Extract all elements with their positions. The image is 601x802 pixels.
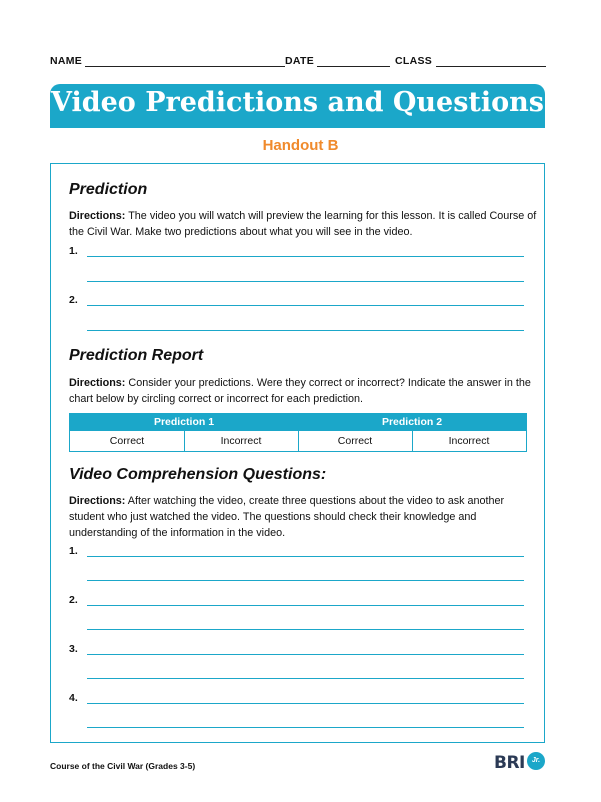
answer-line[interactable] <box>87 703 524 704</box>
table-cell-correct-1[interactable]: Correct <box>109 435 145 447</box>
answer-line[interactable] <box>87 678 524 679</box>
answer-line[interactable] <box>87 605 524 606</box>
answer-line[interactable] <box>87 556 524 557</box>
answer-line[interactable] <box>87 256 524 257</box>
directions-label: Directions: <box>69 377 126 389</box>
bri-logo: BRI <box>494 753 525 773</box>
question-number-2: 2. <box>69 594 78 606</box>
table-header-prediction-1: Prediction 1 <box>70 414 298 431</box>
handout-subtitle: Handout B <box>262 137 339 154</box>
table-cell-incorrect-2[interactable]: Incorrect <box>448 435 490 447</box>
directions-text: After watching the video, create three questions about the video to ask another student who just watched the video. The questions should check their knowledge and understanding of the information in the video. <box>69 495 505 539</box>
report-heading: Prediction Report <box>69 347 204 364</box>
table-divider <box>298 414 299 451</box>
table-divider <box>184 431 185 451</box>
page-title: Video Predictions and Questions <box>51 87 544 118</box>
question-number-4: 4. <box>69 692 78 704</box>
table-header-prediction-2: Prediction 2 <box>298 414 526 431</box>
prediction-heading: Prediction <box>69 181 148 198</box>
answer-line[interactable] <box>87 629 524 630</box>
date-label: DATE <box>285 55 315 67</box>
class-line[interactable] <box>436 66 546 67</box>
directions-label: Directions: <box>69 210 126 222</box>
directions-text: Consider your predictions. Were they correct or incorrect? Indicate the answer in the chart below by circling correct or incorrect for each prediction. <box>69 377 531 405</box>
name-label: NAME <box>50 55 83 67</box>
answer-line[interactable] <box>87 727 524 728</box>
question-number-1: 1. <box>69 545 78 557</box>
answer-line[interactable] <box>87 330 524 331</box>
answer-line[interactable] <box>87 305 524 306</box>
question-number-3: 3. <box>69 643 78 655</box>
name-line[interactable] <box>85 66 285 67</box>
table-divider <box>412 431 413 451</box>
footer-course: Course of the Civil War (Grades 3-5) <box>50 761 196 771</box>
class-label: CLASS <box>395 55 433 67</box>
prediction-table <box>69 413 527 452</box>
answer-line[interactable] <box>87 654 524 655</box>
table-cell-correct-2[interactable]: Correct <box>337 435 373 447</box>
table-cell-incorrect-1[interactable]: Incorrect <box>220 435 262 447</box>
date-line[interactable] <box>317 66 390 67</box>
title-banner <box>50 84 545 128</box>
worksheet-box <box>50 163 545 743</box>
questions-heading: Video Comprehension Questions: <box>69 466 327 483</box>
prediction-number-2: 2. <box>69 294 78 306</box>
directions-label: Directions: <box>69 495 126 507</box>
report-directions <box>69 375 539 407</box>
answer-line[interactable] <box>87 580 524 581</box>
answer-line[interactable] <box>87 281 524 282</box>
directions-text: The video you will watch will preview the learning for this lesson. It is called Course of the Civil War. Make two predictions about what you will see in the video. <box>69 210 537 238</box>
bri-jr-badge-icon: Jr. <box>527 752 545 770</box>
questions-directions <box>69 493 539 541</box>
prediction-number-1: 1. <box>69 245 78 257</box>
prediction-directions <box>69 208 539 240</box>
